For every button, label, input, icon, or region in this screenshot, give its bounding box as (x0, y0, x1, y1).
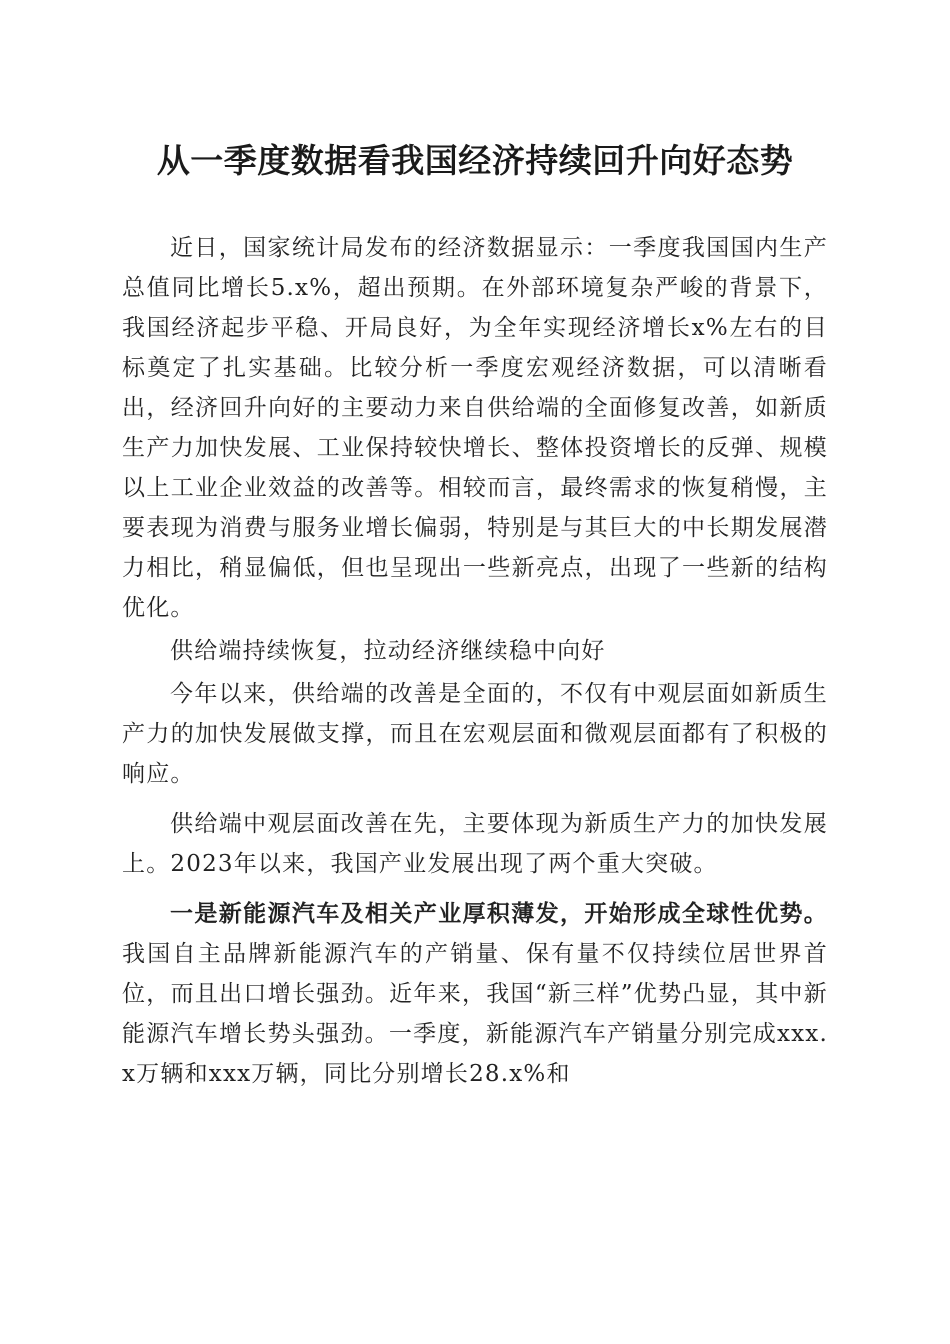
section-heading: 供给端持续恢复，拉动经济继续稳中向好 (170, 638, 606, 664)
document-body (122, 228, 828, 1094)
body-paragraph: 今年以来，供给端的改善是全面的，不仅有中观层面如新质生产力的加快发展做支撑，而且在宏观层面和微观层面都有了积极的响应。 (122, 681, 828, 787)
body-paragraph (122, 894, 828, 1094)
document-title: 从一季度数据看我国经济持续回升向好态势 (156, 141, 794, 180)
intro-paragraph: 近日，国家统计局发布的经济数据显示：一季度我国国内生产总值同比增长5.x%，超出预期。在外部环境复杂严峻的背景下，我国经济起步平稳、开局良好，为全年实现经济增长x%左右的目标奠定了扎实基础。比较分析一季度宏观经济数据，可以清晰看出，经济回升向好的主要动力来自供给端的全面修复改善，如新质生产力加快发展、工业保持较快增长、整体投资增长的反弹、规模以上工业企业效益的改善等。相较而言，最终需求的恢复稍慢，主要表现为消费与服务业增长偏弱，特别是与其巨大的中长期发展潜力相比，稍显偏低，但也呈现出一些新亮点，出现了一些新的结构优化。 (122, 235, 828, 621)
paragraph-text: 我国自主品牌新能源汽车的产销量、保有量不仅持续位居世界首位，而且出口增长强劲。近年来，我国“新三样”优势凸显，其中新能源汽车增长势头强劲。一季度，新能源汽车产销量分别完成xxx.x万辆和xxx万辆，同比分别增长28.x%和 (122, 941, 828, 1087)
body-paragraph: 供给端中观层面改善在先，主要体现为新质生产力的加快发展上。2023年以来，我国产业发展出现了两个重大突破。 (122, 811, 828, 877)
bold-lead-sentence: 一是新能源汽车及相关产业厚积薄发，开始形成全球性优势。 (170, 901, 828, 927)
